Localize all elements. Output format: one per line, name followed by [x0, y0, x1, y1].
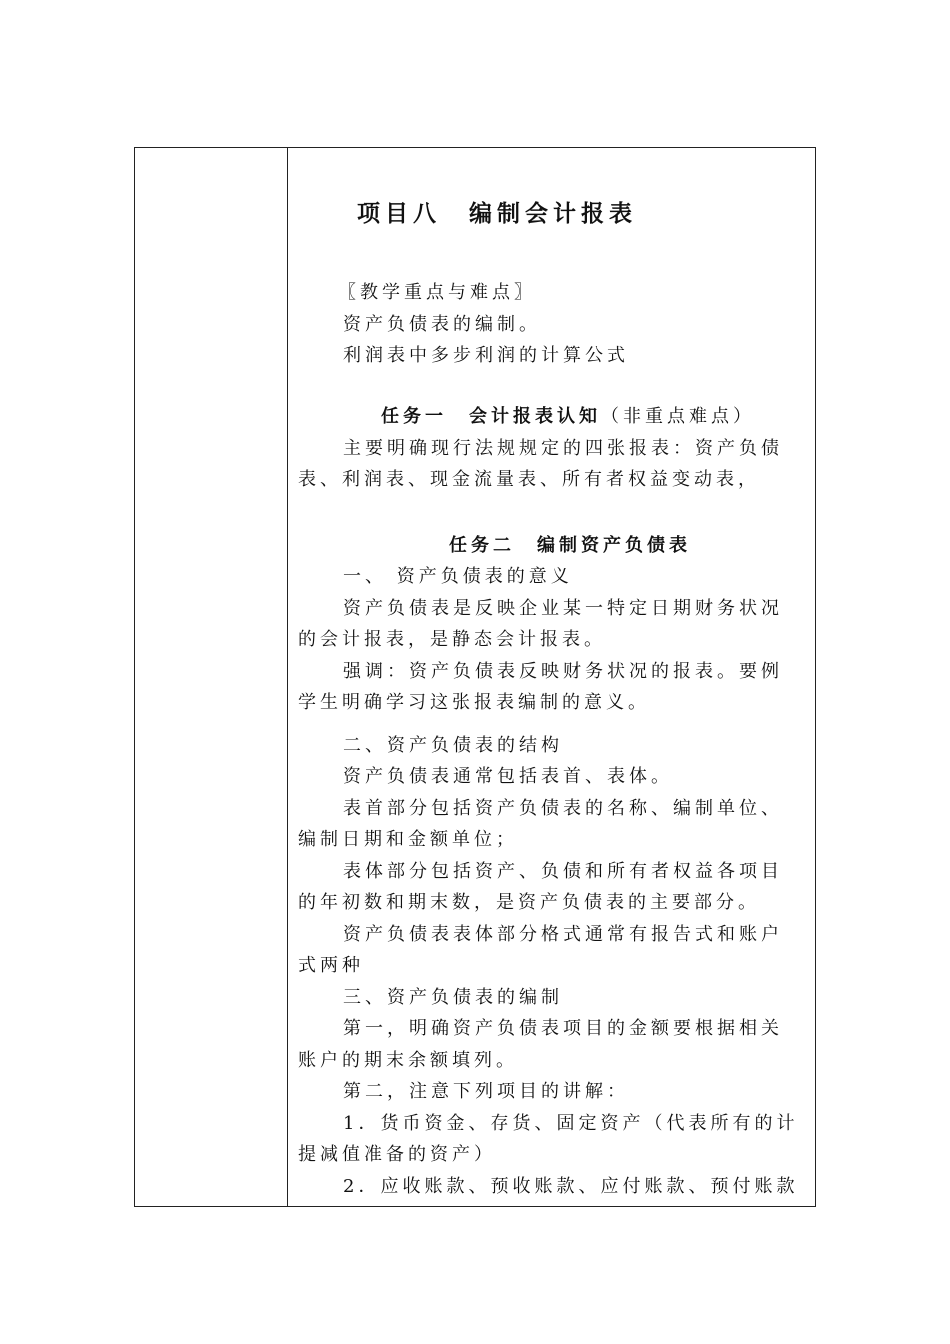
paragraph-line: 编制日期和金额单位；	[298, 829, 518, 850]
paragraph-line: 第一，明确资产负债表项目的金额要根据相关	[343, 1018, 783, 1039]
paragraph-line: 资产负债表表体部分格式通常有报告式和账户	[343, 924, 783, 945]
content-cell	[288, 148, 815, 1206]
paragraph-line: 式两种	[298, 955, 364, 976]
paragraph-line: 表体部分包括资产、负债和所有者权益各项目	[343, 861, 783, 882]
lesson-table	[134, 147, 816, 1207]
focus-heading: 〖教学重点与难点〗	[338, 282, 536, 303]
paragraph-line: 强调：资产负债表反映财务状况的报表。要例	[343, 661, 783, 682]
paragraph-line: 主要明确现行法规规定的四张报表：资产负债	[343, 438, 783, 459]
list-item: 2．应收账款、预收账款、应付账款、预付账款	[343, 1176, 799, 1197]
paragraph-line: 表、利润表、现金流量表、所有者权益变动表，	[298, 469, 760, 490]
section-heading: 一、 资产负债表的意义	[343, 566, 573, 587]
paragraph-line: 资产负债表是反映企业某一特定日期财务状况	[343, 598, 783, 619]
section-heading: 三、资产负债表的编制	[343, 987, 563, 1008]
list-item: 1．货币资金、存货、固定资产（代表所有的计	[343, 1113, 799, 1134]
paragraph-line: 学生明确学习这张报表编制的意义。	[298, 692, 650, 713]
page-title: 项目八 编制会计报表	[357, 200, 637, 227]
list-item-continuation: 提减值准备的资产）	[298, 1144, 496, 1165]
focus-item: 利润表中多步利润的计算公式	[343, 345, 629, 366]
left-column-cell	[135, 148, 288, 1206]
paragraph-line: 账户的期末余额填列。	[298, 1050, 518, 1071]
focus-item: 资产负债表的编制。	[343, 314, 541, 335]
paragraph-line: 资产负债表通常包括表首、表体。	[343, 766, 673, 787]
task1-heading-text: 任务一 会计报表认知	[381, 406, 601, 427]
task1-heading-note: （非重点难点）	[601, 406, 755, 427]
task1-heading	[381, 406, 755, 428]
paragraph-line: 第二，注意下列项目的讲解：	[343, 1081, 629, 1102]
paragraph-line: 的年初数和期末数，是资产负债表的主要部分。	[298, 892, 760, 913]
section-heading: 二、资产负债表的结构	[343, 735, 563, 756]
paragraph-line: 的会计报表，是静态会计报表。	[298, 629, 606, 650]
paragraph-line: 表首部分包括资产负债表的名称、编制单位、	[343, 798, 783, 819]
task2-heading: 任务二 编制资产负债表	[449, 535, 691, 556]
